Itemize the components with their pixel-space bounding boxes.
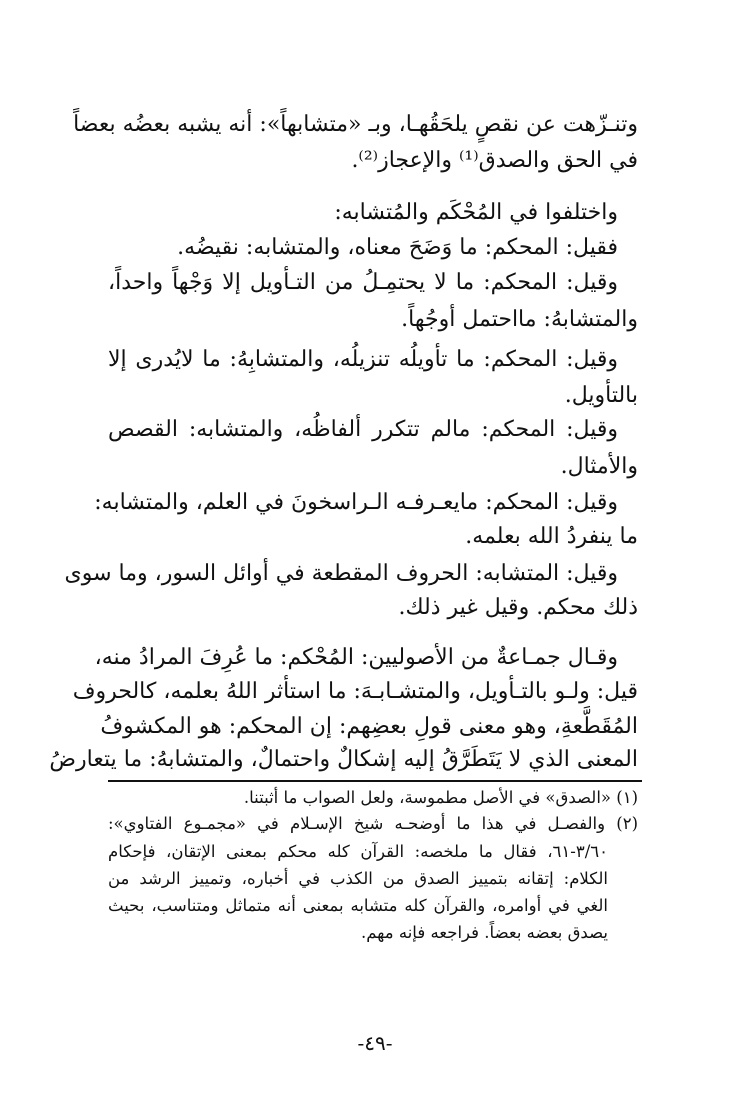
body-line-18: المعنى الذي لا يَتَطَرَّقُ إليه إشكالٌ واحتمالٌ، والمتشابهُ: ما يتعارضُ (49, 747, 638, 772)
footnote-line-3: ٣/٦٠-٦١، فقال ما ملخصه: القرآن كله محكم بمعنى الإتقان، فإحكام (108, 842, 609, 861)
body-line-15: وقـال جمـاعةٌ من الأصوليين: المُحْكم: ما عُرِفَ المرادُ منه، (94, 645, 618, 670)
body-line-6: والمتشابهُ: مااحتمل أوجُهاً. (401, 307, 638, 332)
body-line-5: وقيل: المحكم: ما لا يحتمِـلُ من التـأويل إلا وَجْهاً واحداً، (108, 270, 618, 295)
footnote-line-6: يصدق بعضه بعضاً. فراجعه فإنه مهم. (360, 923, 608, 942)
body-line-12: ما ينفردُ الله بعلمه. (465, 524, 638, 549)
body-line-10: والأمثال. (560, 454, 638, 479)
body-line-7: وقيل: المحكم: ما تأويلُه تنزيلُه، والمتشابِهُ: ما لايُدرى إلا (108, 347, 618, 372)
body-line-13: وقيل: المتشابه: الحروف المقطعة في أوائل السور، وما سوى (64, 561, 618, 586)
footnote-line-2: (٢) والفصـل في هذا ما أوضحـه شيخ الإسـلام في «مجمـوع الفتاوي»: (108, 814, 638, 833)
body-line-11: وقيل: المحكم: مايعـرفـه الـراسخونَ في العلم، والمتشابه: (94, 490, 618, 515)
body-line-4: فقيل: المحكم: ما وَضَحَ معناه، والمتشابه: نقيضُه. (177, 235, 618, 260)
body-line-17: المُقَطَّعةِ، وهو معنى قولِ بعضِهم: إن المحكم: هو المكشوفُ (100, 714, 638, 739)
body-line-8: بالتأويل. (564, 383, 638, 408)
footnote-line-4: الكلام: إتقانه بتمييز الصدق من الكذب في أخباره، وتمييز الرشد من (108, 869, 608, 888)
footnote-line-5: الغي في أوامره، والقرآن كله متشابه بمعنى أنه متماثل ومتناسب، بحيث (108, 896, 608, 915)
body-line-3: واختلفوا في المُحْكَم والمُتشابه: (334, 200, 618, 225)
page-number: -٤٩- (357, 1031, 393, 1055)
footnote-line-1: (١) «الصدق» في الأصل مطموسة، ولعل الصواب ما أثبتنا. (243, 788, 638, 807)
body-line-16: قيل: ولـو بالتـأويل، والمتشـابـهَ: ما استأثر اللهُ بعلمه، كالحروف (72, 679, 638, 704)
body-line-1: وتنـزّهت عن نقصٍ يلحَقُهـا، وبـ «متشابهاً»: أنه يشبه بعضُه بعضاً (73, 112, 638, 137)
body-line-2: في الحق والصدق⁽¹⁾ والإعجاز⁽²⁾. (351, 148, 638, 173)
body-line-14: ذلك محكم. وقيل غير ذلك. (398, 595, 638, 620)
body-line-9: وقيل: المحكم: مالم تتكرر ألفاظُه، والمتشابه: القصص (108, 417, 618, 442)
footnote-separator (108, 780, 642, 782)
